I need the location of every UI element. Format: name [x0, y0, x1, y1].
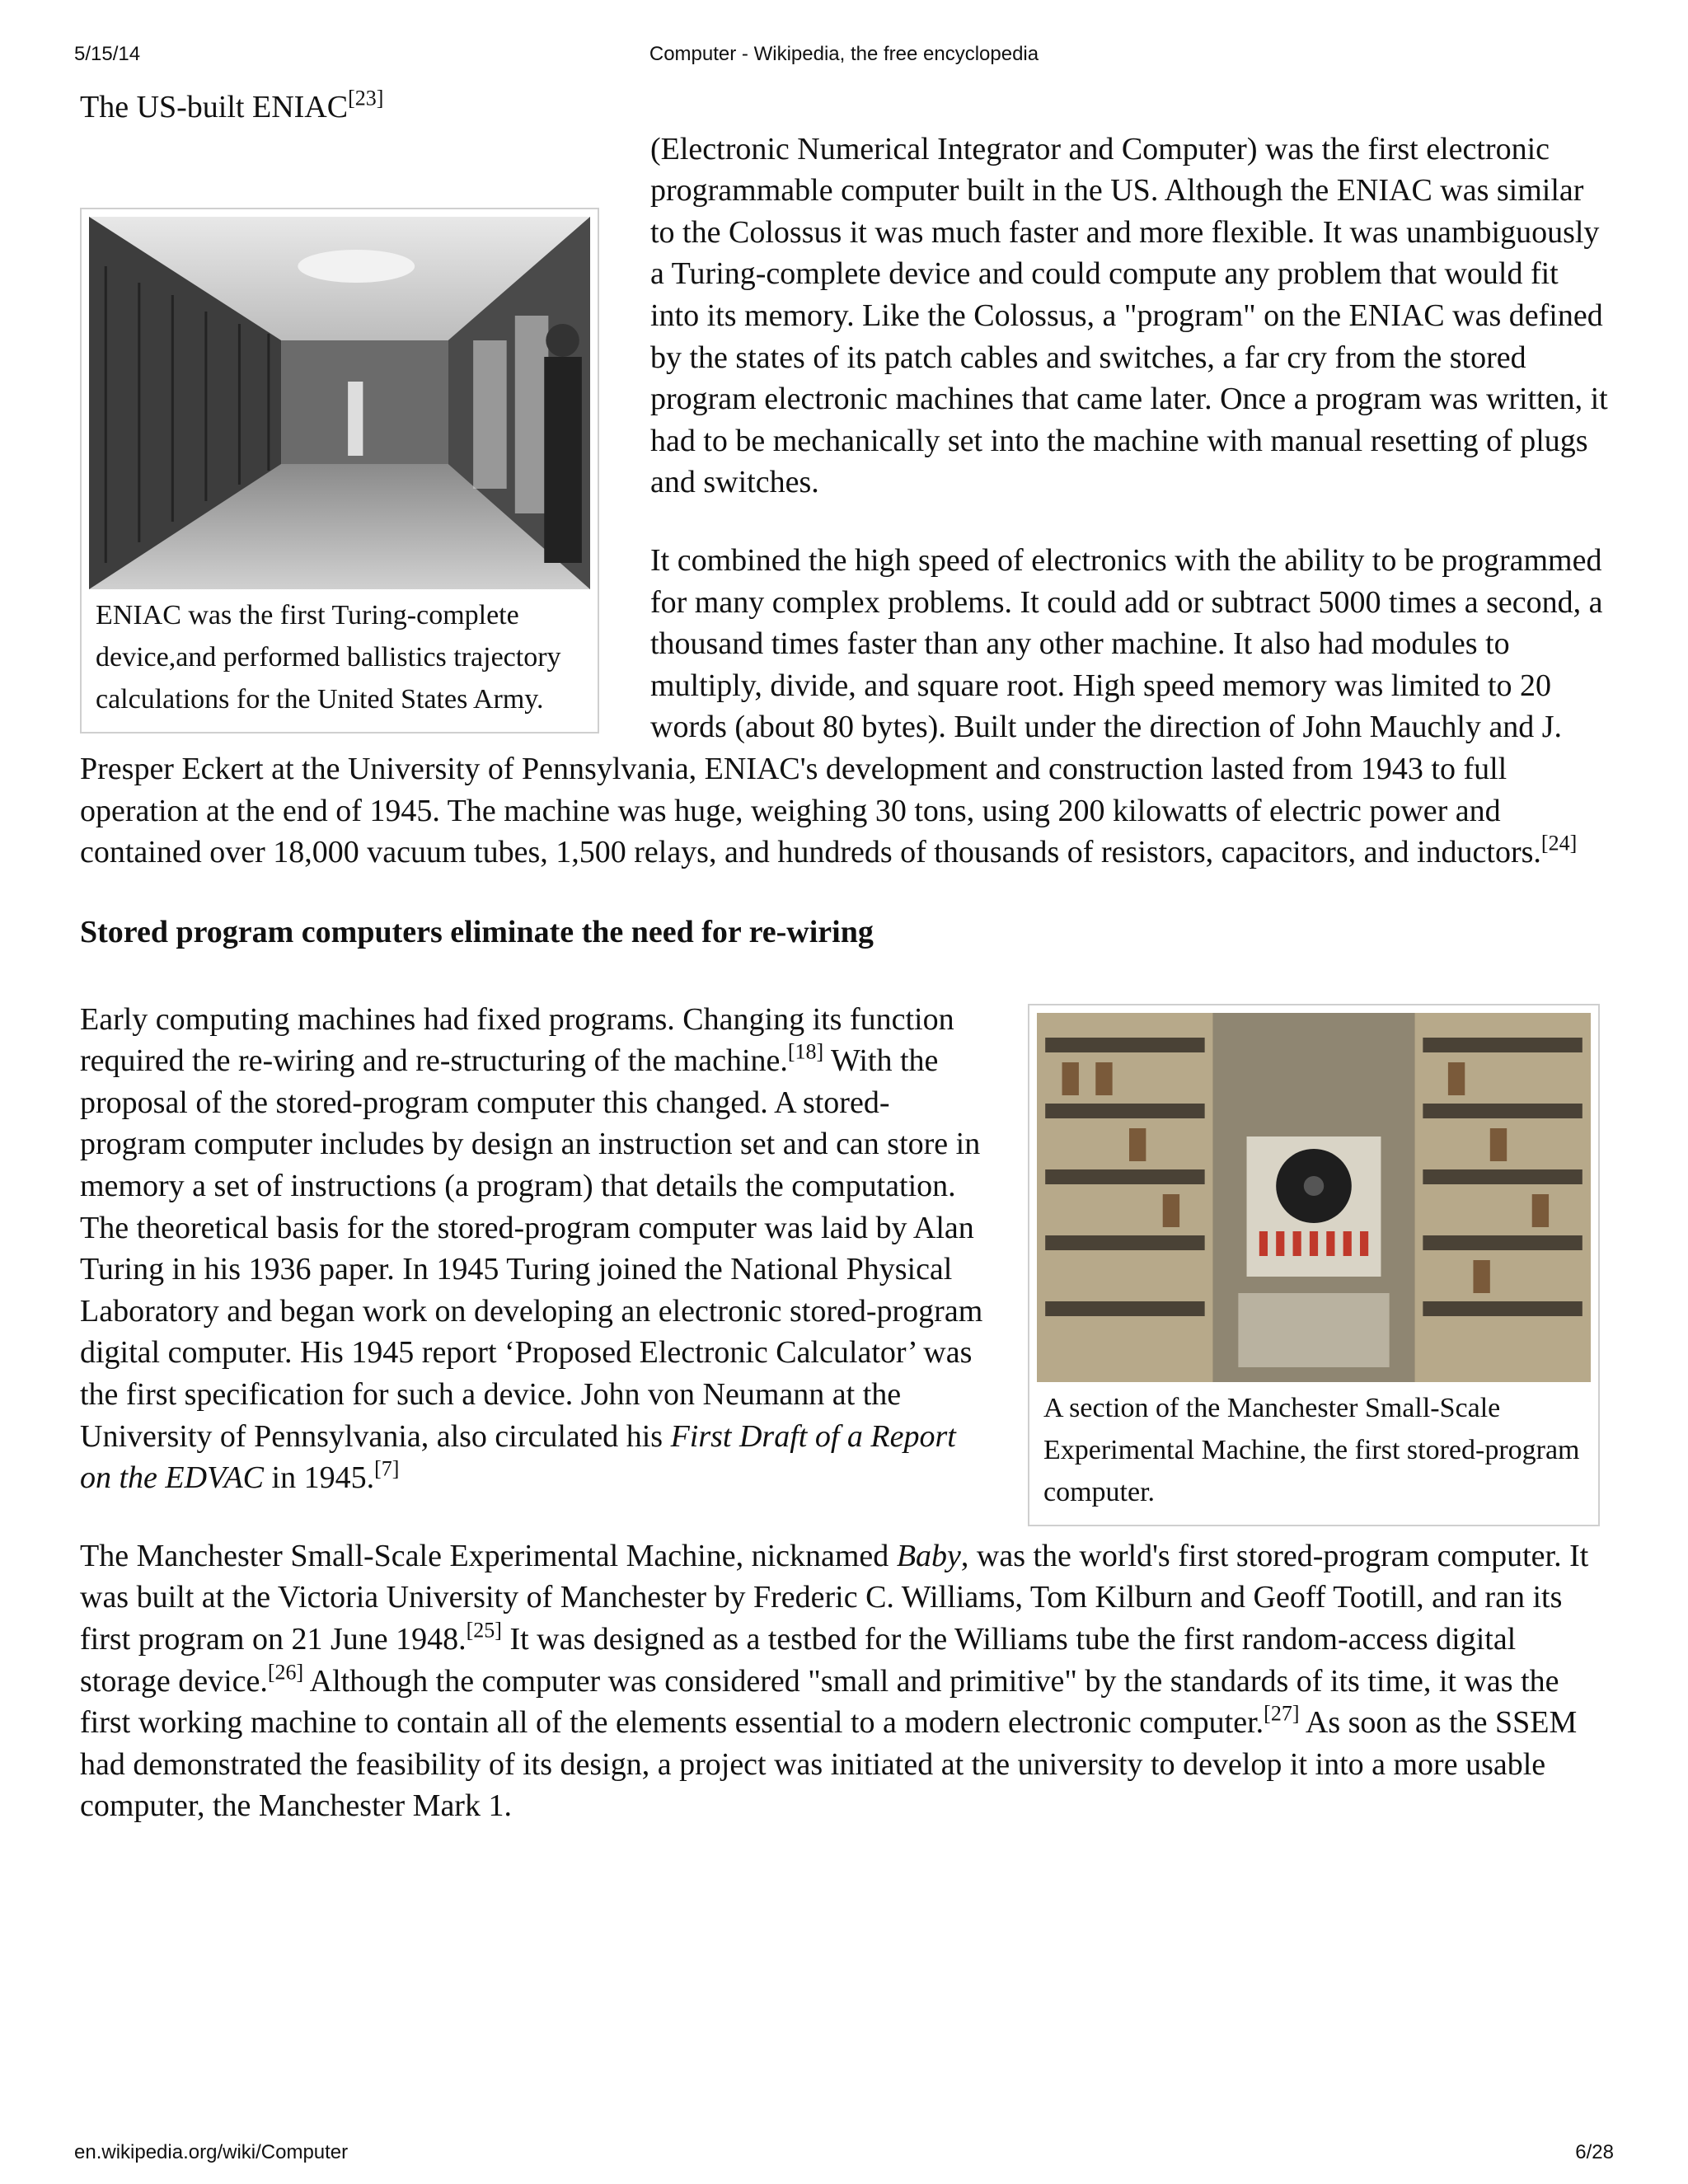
stored-program-paragraph: Early computing machines had fixed programs. Changing its function required the re-wiring and re-structuring of the machine.[18] With the proposal of the stored-program computer this changed. A stored-program computer includes by design an instruction set and can store in memory a set of instructions (a program) that details the computation. The theoretical basis for the stored-program computer was laid by Alan Turing in his 1936 paper. In 1945 Turing joined the National Physical Laboratory and began work on developing an electronic stored-program digital computer. His 1945 report ‘Proposed Electronic Calculator’ was the first specification for such a device. John von Neumann at the University of Pennsylvania, also circulated his First Draft of a Report on the EDVAC in 1945.[7]: [80, 1001, 983, 1496]
page-number: 6/28: [1575, 2141, 1614, 2163]
ssem-caption: A section of the Manchester Small-Scale Experimental Machine, the first stored-program computer.: [1043, 1392, 1580, 1507]
page-footer: [0, 2141, 1688, 2171]
eniac-figure: [80, 208, 599, 733]
eniac-intro-line: The US-built ENIAC[23]: [80, 86, 384, 124]
print-date: 5/15/14: [74, 43, 141, 65]
citation-27[interactable]: [27]: [1264, 1701, 1300, 1726]
page-header: [0, 43, 1688, 73]
eniac-paragraph-1-text: (Electronic Numerical Integrator and Computer) was the first electronic programmable computer built in the US. Although the ENIAC was similar to the Colossus it was much faster and more flexible. It was unambiguously a Turing-complete device and could compute any problem that would fit into its memory. Like the Colossus, a "program" on the ENIAC was defined by the states of its patch cables and switches, a far cry from the stored program electronic machines that came later. Once a program was written, it had to be mechanically set into the machine with manual resetting of plugs and switches.: [650, 131, 1608, 500]
article-content: [80, 87, 1608, 1827]
baby-nickname: Baby: [896, 1538, 961, 1573]
page-url[interactable]: en.wikipedia.org/wiki/Computer: [74, 2141, 349, 2163]
manchester-baby-paragraph: The Manchester Small-Scale Experimental Machine, nicknamed Baby, was the world's first stored-program computer. It was built at the Victoria University of Manchester by Frederic C. Williams, Tom Kilburn and Geoff Tootill, and ran its first program on 21 June 1948.[25] It was designed as a testbed for the Williams tube the first random-access digital storage device.[26] Although the computer was considered "small and primitive" by the standards of its time, it was the first working machine to contain all of the elements essential to a modern electronic computer.[27] As soon as the SSEM had demonstrated the feasibility of its design, a project was initiated at the university to develop it into a more usable computer, the Manchester Mark 1.: [80, 1538, 1589, 1824]
citation-23[interactable]: [23]: [348, 86, 384, 110]
page-title: Computer - Wikipedia, the free encyclopedia: [649, 43, 1039, 65]
section-heading-stored-program: Stored program computers eliminate the need for re-wiring: [80, 914, 874, 949]
eniac-caption: ENIAC was the first Turing-complete device,and performed ballistics trajectory calculations for the United States Army.: [96, 599, 561, 715]
eniac-paragraph-2: It combined the high speed of electronics with the ability to be programmed for many complex problems. It could add or subtract 5000 times a second, a thousand times faster than any other machine. It also had modules to multiply, divide, and square root. High speed memory was limited to 20 words (about 80 bytes). Built under the direction of John Mauchly and J. Presper Eckert at the University of Pennsylvania, ENIAC's development and construction lasted from 1943 to full operation at the end of 1945. The machine was huge, weighing 30 tons, using 200 kilowatts of electric power and contained over 18,000 vacuum tubes, 1,500 relays, and hundreds of thousands of resistors, capacitors, and inductors.[24]: [80, 542, 1603, 870]
citation-24[interactable]: [24]: [1540, 831, 1578, 855]
ssem-photo[interactable]: [1037, 1013, 1591, 1382]
edvac-title: First Draft of a Report on the EDVAC: [80, 1418, 956, 1496]
eniac-photo-image: [89, 217, 590, 589]
citation-26[interactable]: [26]: [267, 1660, 304, 1685]
citation-7[interactable]: [7]: [374, 1456, 400, 1481]
ssem-figure: [1028, 1004, 1600, 1526]
eniac-photo[interactable]: [89, 217, 590, 589]
citation-25[interactable]: [25]: [466, 1618, 502, 1643]
citation-18[interactable]: [18]: [787, 1039, 824, 1064]
ssem-photo-image: [1037, 1013, 1591, 1382]
